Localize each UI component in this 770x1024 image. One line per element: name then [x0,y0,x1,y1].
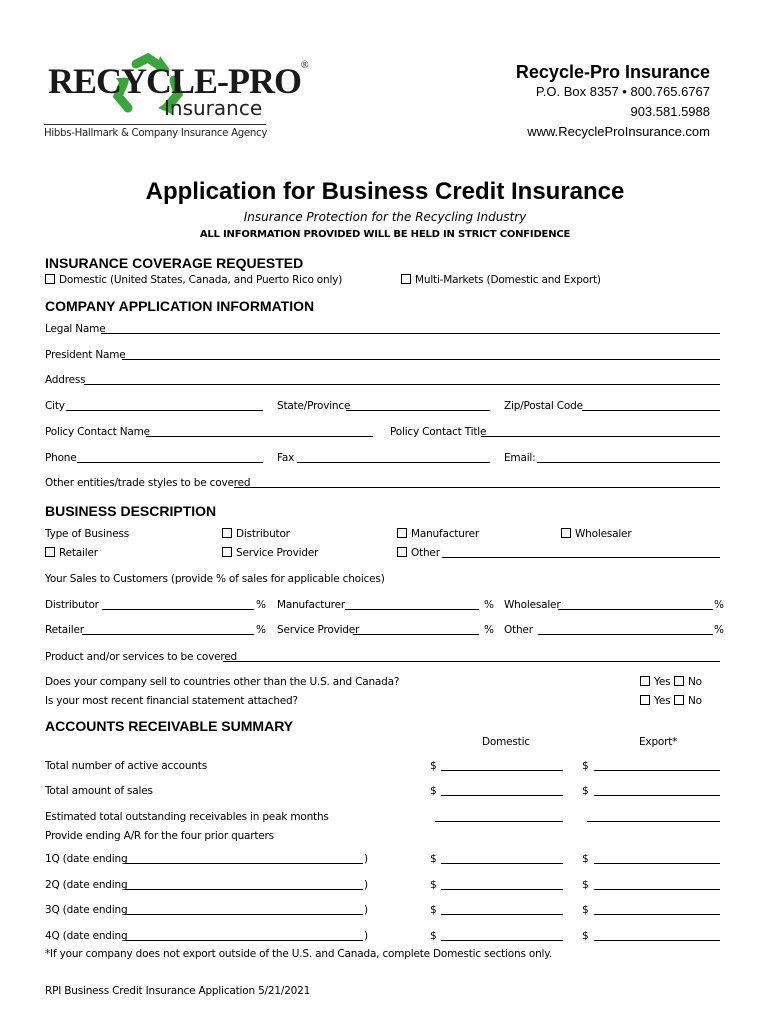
q2-export-field[interactable] [594,889,720,890]
coverage-multimarket-option[interactable] [401,274,601,286]
pct-distributor-field[interactable] [102,609,254,610]
close-paren: ) [364,930,368,942]
q1-date-field[interactable] [125,863,363,864]
no-label: No [688,676,702,688]
company-info-heading: COMPANY APPLICATION INFORMATION [45,298,315,314]
checkbox[interactable] [401,274,411,284]
page-title: Application for Business Credit Insurance [145,178,625,205]
dollar-sign: $ [430,760,437,772]
pct-retailer-field[interactable] [82,634,254,635]
checkbox[interactable] [397,528,407,538]
type-other-field[interactable] [442,557,720,558]
legal-name-field[interactable] [101,333,720,334]
total-accounts-label: Total number of active accounts [45,760,207,772]
policy-contact-name-field[interactable] [146,436,373,437]
type-service-provider-option[interactable] [222,547,318,559]
pct-sign: % [484,599,494,611]
fax-label: Fax [277,452,295,464]
checkbox[interactable] [222,528,232,538]
pct-retailer-label: Retailer [45,624,84,636]
confidential-notice: ALL INFORMATION PROVIDED WILL BE HELD IN STRICT CONFIDENCE [199,229,571,240]
zip-field[interactable] [582,410,720,411]
type-wholesaler-option[interactable] [561,528,631,540]
type-other-option[interactable] [397,547,440,559]
dollar-sign: $ [582,904,589,916]
policy-contact-title-label: Policy Contact Title [390,426,487,438]
other-entities-label: Other entities/trade styles to be covered [45,477,251,489]
q3-domestic-field[interactable] [441,914,563,915]
page-footer: RPI Business Credit Insurance Application 5/21/2021 [45,985,311,997]
q2-domestic-field[interactable] [441,889,563,890]
q2-label: 2Q (date ending [45,879,128,891]
company-name: Recycle-Pro Insurance [515,62,710,82]
business-heading: BUSINESS DESCRIPTION [45,503,217,519]
type-distributor-option[interactable] [222,528,290,540]
prior-quarters-label: Provide ending A/R for the four prior quarters [45,830,274,842]
type-distributor-label: Distributor [236,528,290,540]
products-field[interactable] [223,661,720,662]
checkbox[interactable] [45,274,55,284]
no-label: No [688,695,702,707]
policy-contact-name-label: Policy Contact Name [45,426,150,438]
type-retailer-label: Retailer [59,547,98,559]
total-sales-export-field[interactable] [594,795,720,796]
logo-brand-top: RECYCLE-PRO [48,61,302,101]
coverage-domestic-label: Domestic (United States, Canada, and Puerto Rico only) [59,274,343,286]
export-yes-option[interactable] [640,676,670,688]
close-paren: ) [364,904,368,916]
checkbox[interactable] [640,676,650,686]
checkbox[interactable] [674,676,684,686]
type-retailer-option[interactable] [45,547,98,559]
state-field[interactable] [346,410,490,411]
q4-domestic-field[interactable] [441,940,563,941]
logo-trademark: ® [301,60,308,71]
pct-sign: % [256,599,266,611]
pct-sign: % [256,624,266,636]
page-subtitle: Insurance Protection for the Recycling Industry [243,210,527,224]
checkbox[interactable] [45,547,55,557]
export-no-option[interactable] [674,676,702,688]
pct-wholesaler-label: Wholesaler [504,599,561,611]
pct-sign: % [484,624,494,636]
dollar-sign: $ [582,853,589,865]
checkbox[interactable] [561,528,571,538]
company-phone2: 903.581.5988 [630,104,710,119]
ar-heading: ACCOUNTS RECEIVABLE SUMMARY [45,718,294,734]
q2-date-field[interactable] [125,889,363,890]
address-field[interactable] [84,384,720,385]
total-accounts-export-field[interactable] [594,770,720,771]
logo-agency: Hibbs-Hallmark & Company Insurance Agency [44,128,268,139]
logo-brand-bottom: Insurance [164,96,263,120]
type-manufacturer-label: Manufacturer [411,528,479,540]
products-label: Product and/or services to be covered [45,651,238,663]
export-footnote: *If your company does not export outside of the U.S. and Canada, complete Domestic sections only. [45,948,552,960]
pct-other-field[interactable] [538,634,713,635]
financial-no-option[interactable] [674,695,702,707]
dollar-sign: $ [582,760,589,772]
state-label: State/Province [277,400,351,412]
dollar-sign: $ [430,853,437,865]
pct-manufacturer-field[interactable] [345,609,479,610]
president-field[interactable] [122,359,720,360]
pct-sign: % [714,624,724,636]
col-domestic: Domestic [482,736,530,748]
legal-name-label: Legal Name [45,323,106,335]
dollar-sign: $ [430,904,437,916]
dollar-sign: $ [430,930,437,942]
close-paren: ) [364,853,368,865]
q3-label: 3Q (date ending [45,904,128,916]
pct-distributor-label: Distributor [45,599,99,611]
q1-label: 1Q (date ending [45,853,128,865]
dollar-sign: $ [430,785,437,797]
type-other-label: Other [411,547,440,559]
close-paren: ) [364,879,368,891]
coverage-domestic-option[interactable] [45,274,342,286]
q1-domestic-field[interactable] [441,863,563,864]
company-website[interactable]: www.RecycleProInsurance.com [527,124,710,139]
dollar-sign: $ [582,785,589,797]
q4-label: 4Q (date ending [45,930,128,942]
checkbox[interactable] [640,695,650,705]
dollar-sign: $ [430,879,437,891]
est-receivables-export-field[interactable] [587,821,720,822]
pct-service-label: Service Provider [277,624,360,636]
president-label: President Name [45,349,126,361]
fax-field[interactable] [297,462,490,463]
est-receivables-domestic-field[interactable] [435,821,563,822]
total-sales-domestic-field[interactable] [441,795,563,796]
email-field[interactable] [537,462,720,463]
export-question: Does your company sell to countries other than the U.S. and Canada? [45,676,400,688]
pct-manufacturer-label: Manufacturer [277,599,345,611]
dollar-sign: $ [582,879,589,891]
pct-other-label: Other [504,624,533,636]
yes-label: Yes [654,676,671,688]
coverage-heading: INSURANCE COVERAGE REQUESTED [45,255,304,271]
col-export: Export* [639,736,678,748]
type-of-business-label: Type of Business [45,528,130,540]
type-service-provider-label: Service Provider [236,547,319,559]
financial-question: Is your most recent financial statement attached? [45,695,298,707]
q3-date-field[interactable] [125,914,363,915]
phone-field[interactable] [77,462,263,463]
company-address-phone: P.O. Box 8357 • 800.765.6767 [535,84,710,99]
phone-label: Phone [45,452,77,464]
city-field[interactable] [66,410,263,411]
city-label: City [45,400,65,412]
total-accounts-domestic-field[interactable] [441,770,563,771]
pct-sign: % [714,599,724,611]
type-wholesaler-label: Wholesaler [575,528,632,540]
zip-label: Zip/Postal Code [504,400,583,412]
checkbox[interactable] [397,547,407,557]
dollar-sign: $ [582,930,589,942]
financial-yes-option[interactable] [640,695,670,707]
address-label: Address [45,374,86,386]
checkbox[interactable] [222,547,232,557]
coverage-multimarket-label: Multi-Markets (Domestic and Export) [415,274,601,286]
q1-export-field[interactable] [594,863,720,864]
policy-contact-title-field[interactable] [481,436,720,437]
q3-export-field[interactable] [594,914,720,915]
pct-service-field[interactable] [353,634,479,635]
q4-date-field[interactable] [125,940,363,941]
total-sales-label: Total amount of sales [45,785,153,797]
other-entities-field[interactable] [234,487,720,488]
email-label: Email: [504,452,536,464]
est-receivables-label: Estimated total outstanding receivables in peak months [45,811,329,823]
company-logo [44,52,308,144]
checkbox[interactable] [674,695,684,705]
yes-label: Yes [654,695,671,707]
type-manufacturer-option[interactable] [397,528,479,540]
q4-export-field[interactable] [594,940,720,941]
sales-label: Your Sales to Customers (provide % of sales for applicable choices) [45,573,385,585]
pct-wholesaler-field[interactable] [558,609,713,610]
